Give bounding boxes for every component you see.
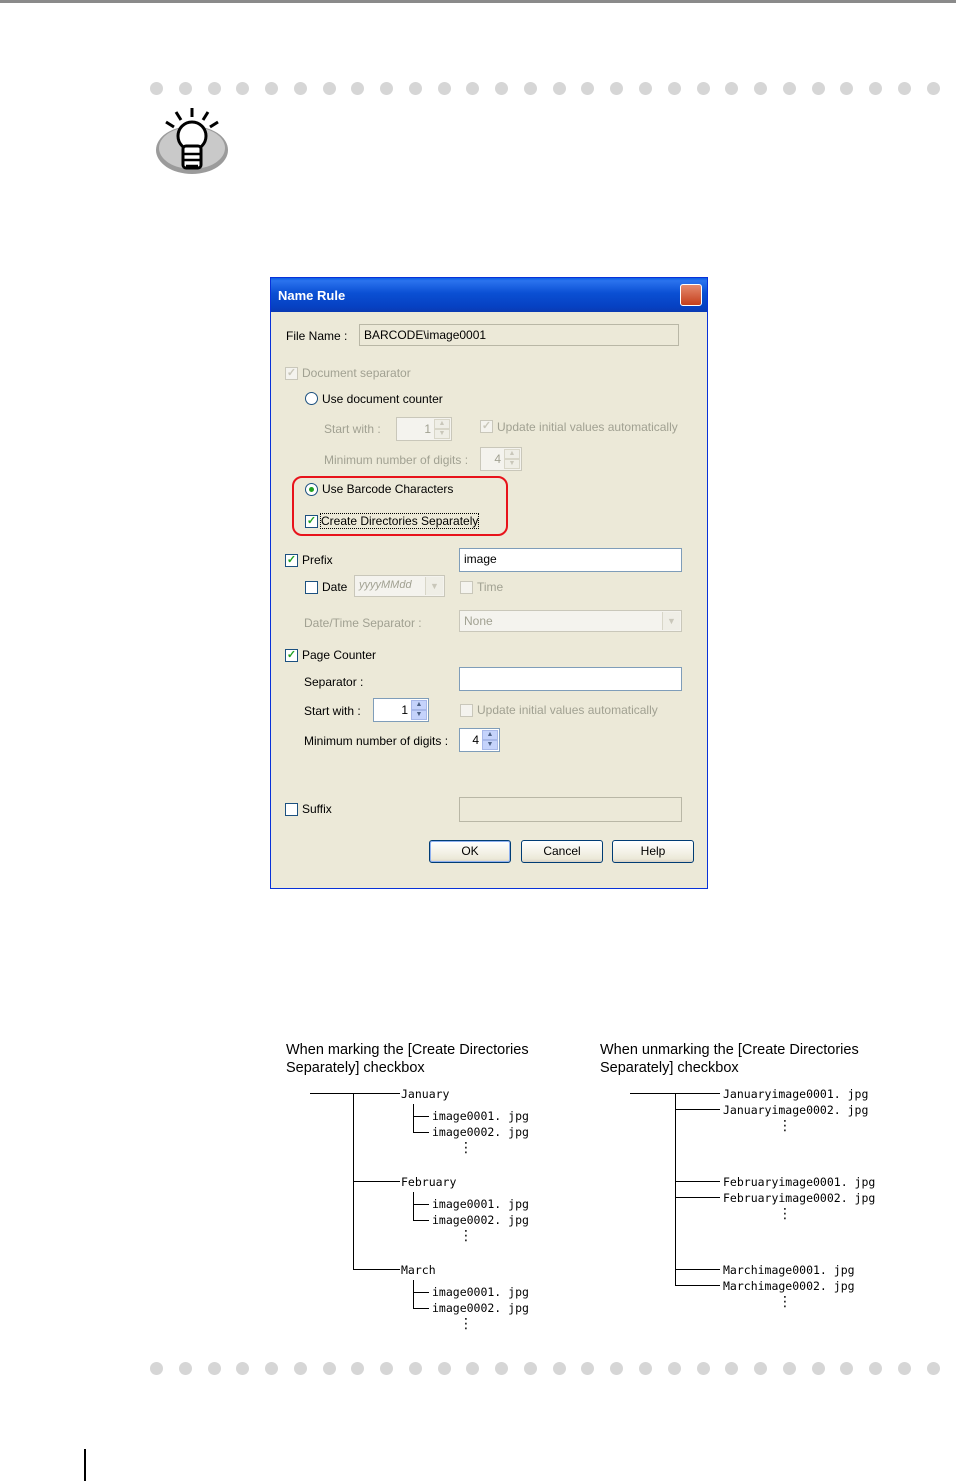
document-separator-label: Document separator — [302, 366, 411, 380]
page-min-digits-value: 4 — [472, 733, 479, 747]
tree-line — [413, 1280, 414, 1308]
suffix-checkbox[interactable] — [285, 803, 298, 816]
page-start-with-value: 1 — [401, 703, 408, 717]
date-time-separator-select — [459, 610, 682, 632]
tree-line — [675, 1181, 720, 1182]
vertical-ellipsis: ⋮ — [778, 1206, 792, 1222]
name-rule-dialog — [270, 277, 708, 889]
dialog-title: Name Rule — [278, 288, 346, 303]
top-rule — [0, 0, 956, 3]
document-separator-checkbox: ✓ — [286, 367, 297, 379]
file-entry: Januaryimage0002. jpg — [723, 1103, 869, 1117]
title-bar[interactable] — [271, 278, 707, 312]
folder-march: March — [401, 1263, 436, 1277]
vertical-ellipsis: ⋮ — [778, 1294, 792, 1310]
time-label: Time — [477, 580, 504, 594]
tree-line — [353, 1269, 400, 1270]
use-document-counter-radio[interactable] — [305, 392, 318, 405]
prefix-checkbox[interactable]: ✓ — [286, 554, 297, 566]
page-update-initial-label: Update initial values automatically — [477, 703, 658, 717]
tree-line — [413, 1204, 429, 1205]
folder-february: February — [401, 1175, 457, 1189]
update-initial-label: Update initial values automatically — [497, 420, 678, 434]
tree-line — [413, 1292, 429, 1293]
ok-button[interactable]: OK — [429, 840, 511, 863]
vertical-ellipsis: ⋮ — [459, 1316, 473, 1332]
tree-line — [353, 1181, 400, 1182]
tree-line — [413, 1308, 429, 1309]
spin-up-icon: ▲ — [504, 449, 520, 459]
right-diagram-caption: When unmarking the [Create Directories Separately] checkbox — [600, 1042, 859, 1076]
vertical-ellipsis: ⋮ — [459, 1228, 473, 1244]
date-time-separator-value: None — [464, 614, 493, 628]
file-name-label: File Name : — [286, 329, 348, 343]
top-dotted-divider — [150, 81, 940, 95]
spin-down-icon[interactable]: ▼ — [482, 740, 498, 750]
bottom-dotted-divider — [150, 1361, 940, 1375]
page-counter-checkbox[interactable]: ✓ — [286, 649, 297, 661]
date-time-separator-label: Date/Time Separator : — [304, 616, 422, 630]
tree-line — [413, 1192, 414, 1220]
file-entry: Marchimage0001. jpg — [723, 1263, 855, 1277]
spin-down-icon[interactable]: ▼ — [411, 710, 427, 720]
file-entry: image0001. jpg — [432, 1109, 529, 1123]
folder-january: January — [401, 1087, 450, 1101]
tree-line — [675, 1197, 720, 1198]
time-checkbox — [460, 581, 473, 594]
use-barcode-label[interactable]: Use Barcode Characters — [322, 482, 454, 496]
prefix-label[interactable]: Prefix — [302, 553, 333, 567]
tree-line — [310, 1093, 400, 1094]
tree-line — [675, 1109, 720, 1110]
help-button[interactable]: Help — [612, 840, 694, 863]
tree-line — [675, 1269, 720, 1270]
close-icon[interactable] — [680, 284, 702, 306]
file-entry: Februaryimage0001. jpg — [723, 1175, 876, 1189]
tree-line — [413, 1116, 429, 1117]
file-entry: image0002. jpg — [432, 1125, 529, 1139]
min-digits-value: 4 — [494, 452, 501, 466]
lightbulb-hint-icon — [152, 106, 230, 180]
cancel-button[interactable]: Cancel — [521, 840, 603, 863]
file-entry: Januaryimage0001. jpg — [723, 1087, 869, 1101]
file-entry: image0001. jpg — [432, 1285, 529, 1299]
create-directories-label[interactable]: Create Directories Separately — [321, 514, 479, 528]
page-start-with-label: Start with : — [304, 704, 361, 718]
separator-input[interactable] — [459, 667, 682, 691]
file-entry: image0002. jpg — [432, 1213, 529, 1227]
start-with-label: Start with : — [324, 422, 381, 436]
file-entry: image0001. jpg — [432, 1197, 529, 1211]
date-label[interactable]: Date — [322, 580, 348, 594]
footer-rule — [84, 1449, 86, 1481]
file-entry: Februaryimage0002. jpg — [723, 1191, 876, 1205]
tree-line — [413, 1132, 429, 1133]
suffix-input — [459, 797, 682, 822]
vertical-ellipsis: ⋮ — [459, 1140, 473, 1156]
file-entry: image0002. jpg — [432, 1301, 529, 1315]
tree-line — [675, 1093, 676, 1286]
start-with-value: 1 — [424, 422, 431, 436]
page-update-initial-checkbox — [460, 704, 473, 717]
page-min-digits-spinner[interactable] — [459, 728, 500, 752]
spin-up-icon[interactable]: ▲ — [482, 730, 498, 740]
tree-line — [675, 1285, 720, 1286]
tree-line — [413, 1104, 414, 1132]
date-checkbox[interactable] — [305, 581, 318, 594]
left-diagram-caption: When marking the [Create Directories Separately] checkbox — [286, 1042, 529, 1076]
suffix-label[interactable]: Suffix — [302, 802, 332, 816]
separator-label: Separator : — [304, 675, 364, 689]
update-initial-checkbox: ✓ — [481, 420, 492, 432]
file-entry: Marchimage0002. jpg — [723, 1279, 855, 1293]
spin-down-icon: ▼ — [434, 429, 450, 439]
file-name-field: BARCODE\image0001 — [359, 324, 679, 346]
min-digits-label: Minimum number of digits : — [324, 453, 469, 467]
spin-down-icon: ▼ — [504, 459, 520, 469]
date-format-select — [354, 575, 445, 597]
vertical-ellipsis: ⋮ — [778, 1118, 792, 1134]
page-counter-label[interactable]: Page Counter — [302, 648, 377, 662]
spin-up-icon: ▲ — [434, 419, 450, 429]
page-start-with-spinner[interactable] — [373, 698, 429, 722]
chevron-down-icon: ▼ — [425, 577, 443, 595]
start-with-spinner — [396, 417, 452, 441]
spin-up-icon[interactable]: ▲ — [411, 700, 427, 710]
page-min-digits-label: Minimum number of digits : — [304, 734, 449, 748]
prefix-input[interactable]: image — [459, 548, 682, 572]
use-barcode-radio[interactable] — [305, 483, 318, 496]
tree-line — [413, 1220, 429, 1221]
date-format-value: yyyyMMdd — [359, 579, 412, 591]
chevron-down-icon: ▼ — [662, 612, 680, 630]
min-digits-spinner — [480, 447, 522, 471]
use-document-counter-label[interactable]: Use document counter — [322, 392, 443, 406]
create-directories-checkbox[interactable]: ✓ — [306, 515, 317, 527]
